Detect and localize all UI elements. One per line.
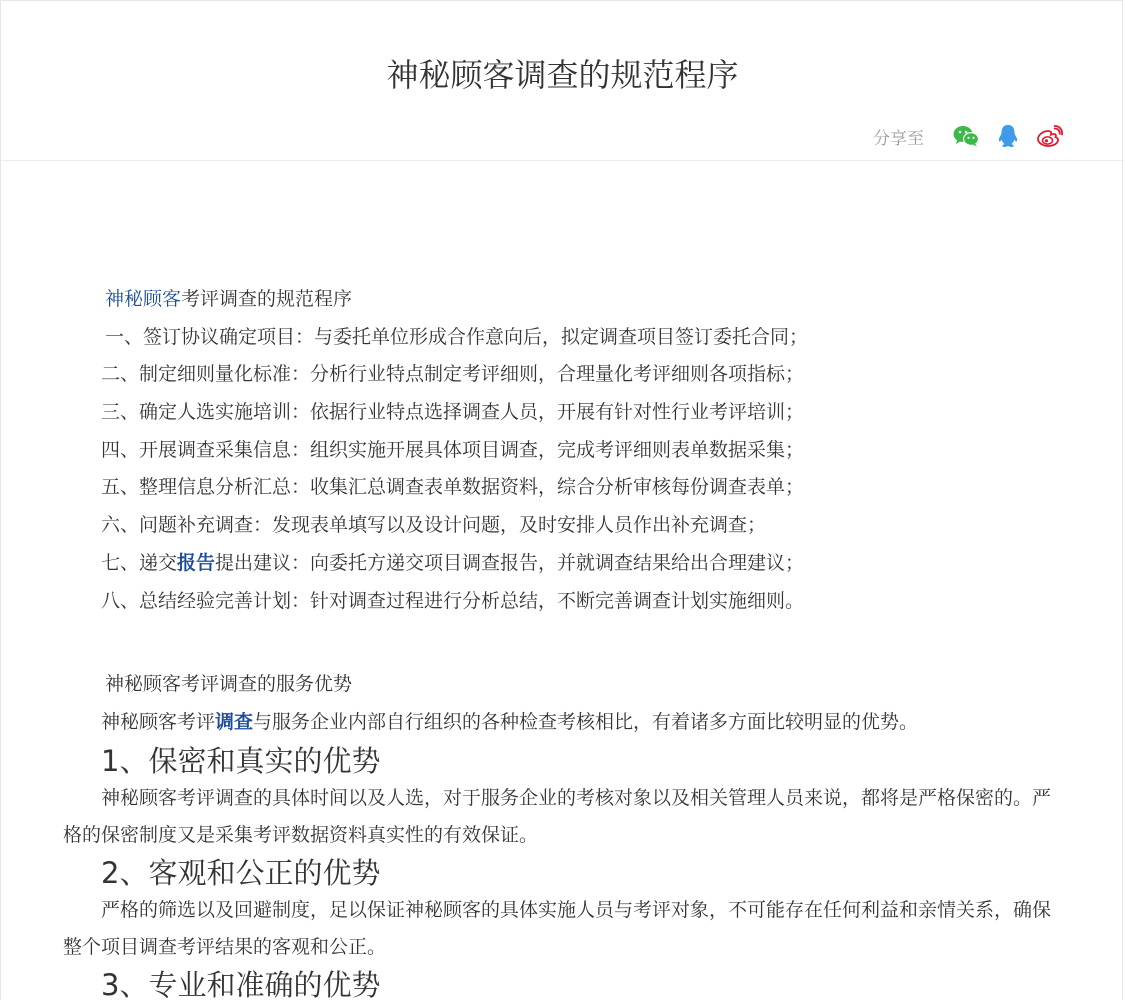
wechat-icon[interactable] (952, 122, 980, 150)
advantages-title: 神秘顾客考评调查的服务优势 (105, 673, 353, 696)
step-line: 二、制定细则量化标准：分析行业特点制定考评细则，合理量化考评细则各项指标； (101, 363, 805, 386)
advantages-intro-prefix: 神秘顾客考评 (101, 710, 216, 733)
advantages-intro (63, 704, 1063, 742)
page-title: 神秘顾客调查的规范程序 (386, 56, 739, 94)
section-paragraph: 神秘顾客考评调查的具体时间以及人选，对于服务企业的考核对象以及相关管理人员来说，都将是严格保密的。严格的保密制度又是采集考评数据资料真实性的有效保证。 (63, 786, 1052, 846)
intro-text: 考评调查的规范程序 (181, 288, 353, 310)
step7-suffix: 提出建议：向委托方递交项目调查报告，并就调查结果给出合理建议； (215, 551, 805, 574)
article-body (63, 281, 1063, 1004)
step7-prefix: 七、递交 (101, 551, 178, 574)
step-line: 六、问题补充调查：发现表单填写以及设计问题，及时安排人员作出补充调查； (101, 514, 767, 537)
intro-line (63, 281, 1063, 319)
step-line: 三、确定人选实施培训：依据行业特点选择调查人员，开展有针对性行业考评培训； (101, 401, 805, 424)
qq-icon[interactable] (994, 122, 1022, 150)
step-line: 一、签订协议确定项目：与委托单位形成合作意向后，拟定调查项目签订委托合同； (105, 325, 809, 348)
article-header (1, 1, 1124, 161)
step-line: 四、开展调查采集信息：组织实施开展具体项目调查，完成考评细则表单数据采集； (101, 438, 805, 461)
section-heading: 3、专业和准确的优势 (101, 967, 381, 1002)
report-link[interactable]: 报告 (177, 551, 216, 574)
share-bar (873, 119, 1064, 153)
step-line: 八、总结经验完善计划：针对调查过程进行分析总结，不断完善调查计划实施细则。 (101, 589, 805, 612)
mystery-shopper-link[interactable]: 神秘顾客 (105, 288, 182, 310)
step-line (63, 545, 1063, 583)
step-line: 五、整理信息分析汇总：收集汇总调查表单数据资料，综合分析审核每份调查表单； (101, 476, 805, 499)
weibo-icon[interactable] (1036, 122, 1064, 150)
section-heading: 2、客观和公正的优势 (101, 855, 381, 890)
spacer (63, 620, 1063, 666)
share-label: 分享至 (873, 128, 924, 149)
advantages-intro-suffix: 与服务企业内部自行组织的各种检查考核相比，有着诸多方面比较明显的优势。 (253, 710, 919, 733)
section-paragraph: 严格的筛选以及回避制度，足以保证神秘顾客的具体实施人员与考评对象，不可能存在任何利益和亲情关系，确保整个项目调查考评结果的客观和公正。 (63, 898, 1052, 958)
section-heading: 1、保密和真实的优势 (101, 743, 381, 778)
survey-link[interactable]: 调查 (215, 710, 254, 733)
